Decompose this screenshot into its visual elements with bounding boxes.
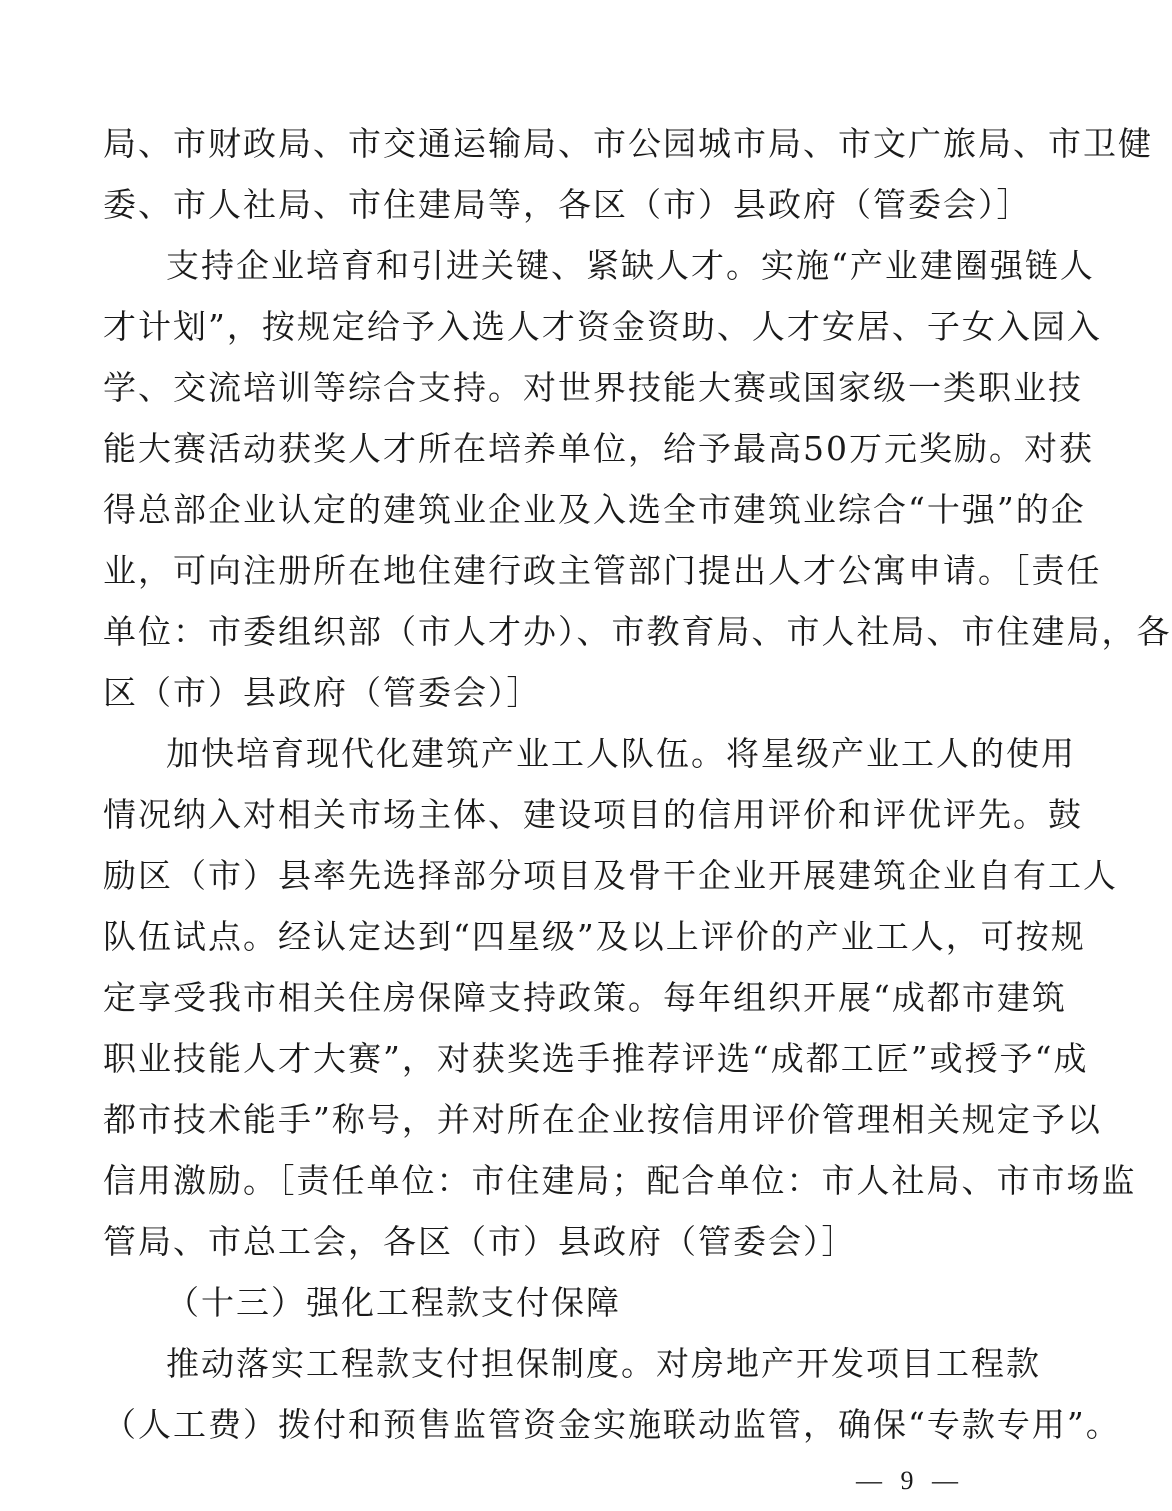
paragraph-3-line-7: 都市技术能手”称号，并对所在企业按信用评价管理相关规定予以 [103, 1100, 1102, 1139]
paragraph-3-line-9: 管局、市总工会，各区（市）县政府（管委会）］ [103, 1222, 857, 1261]
paragraph-2-line-6: 业，可向注册所在地住建行政主管部门提出人才公寓申请。［责任 [103, 551, 1102, 590]
page-number: — 9 — [856, 1466, 964, 1495]
paragraph-3-line-1: 加快培育现代化建筑产业工人队伍。将星级产业工人的使用 [166, 734, 1076, 773]
paragraph-3-line-4: 队伍试点。经认定达到“四星级”及以上评价的产业工人，可按规 [103, 917, 1086, 956]
paragraph-3-line-2: 情况纳入对相关市场主体、建设项目的信用评价和评优评先。鼓 [103, 795, 1083, 834]
paragraph-3-line-3: 励区（市）县率先选择部分项目及骨干企业开展建筑企业自有工人 [103, 856, 1118, 895]
paragraph-3-line-5: 定享受我市相关住房保障支持政策。每年组织开展“成都市建筑 [103, 978, 1067, 1017]
paragraph-2-line-2: 才计划”，按规定给予入选人才资金资助、人才安居、子女入园入 [103, 307, 1102, 346]
paragraph-2-line-7: 单位：市委组织部（市人才办）、市教育局、市人社局、市住建局，各 [103, 612, 1172, 651]
paragraph-2-line-1: 支持企业培育和引进关键、紧缺人才。实施“产业建圈强链人 [166, 246, 1095, 285]
paragraph-2-line-4: 能大赛活动获奖人才所在培养单位，给予最高50万元奖励。对获 [103, 429, 1094, 468]
section-heading: （十三）强化工程款支付保障 [166, 1283, 621, 1322]
paragraph-1-line-2: 委、市人社局、市住建局等，各区（市）县政府（管委会）］ [103, 185, 1032, 224]
paragraph-3-line-6: 职业技能人才大赛”，对获奖选手推荐评选“成都工匠”或授予“成 [103, 1039, 1089, 1078]
paragraph-3-line-8: 信用激励。［责任单位：市住建局；配合单位：市人社局、市市场监 [103, 1161, 1137, 1200]
paragraph-4-line-2: （人工费）拨付和预售监管资金实施联动监管，确保“专款专用”。 [103, 1405, 1121, 1444]
paragraph-2-line-5: 得总部企业认定的建筑业企业及入选全市建筑业综合“十强”的企 [103, 490, 1086, 529]
paragraph-2-line-3: 学、交流培训等综合支持。对世界技能大赛或国家级一类职业技 [103, 368, 1083, 407]
paragraph-2-line-8: 区（市）县政府（管委会）］ [103, 673, 542, 712]
paragraph-4-line-1: 推动落实工程款支付担保制度。对房地产开发项目工程款 [166, 1344, 1041, 1383]
paragraph-1-line-1: 局、市财政局、市交通运输局、市公园城市局、市文广旅局、市卫健 [103, 124, 1153, 163]
